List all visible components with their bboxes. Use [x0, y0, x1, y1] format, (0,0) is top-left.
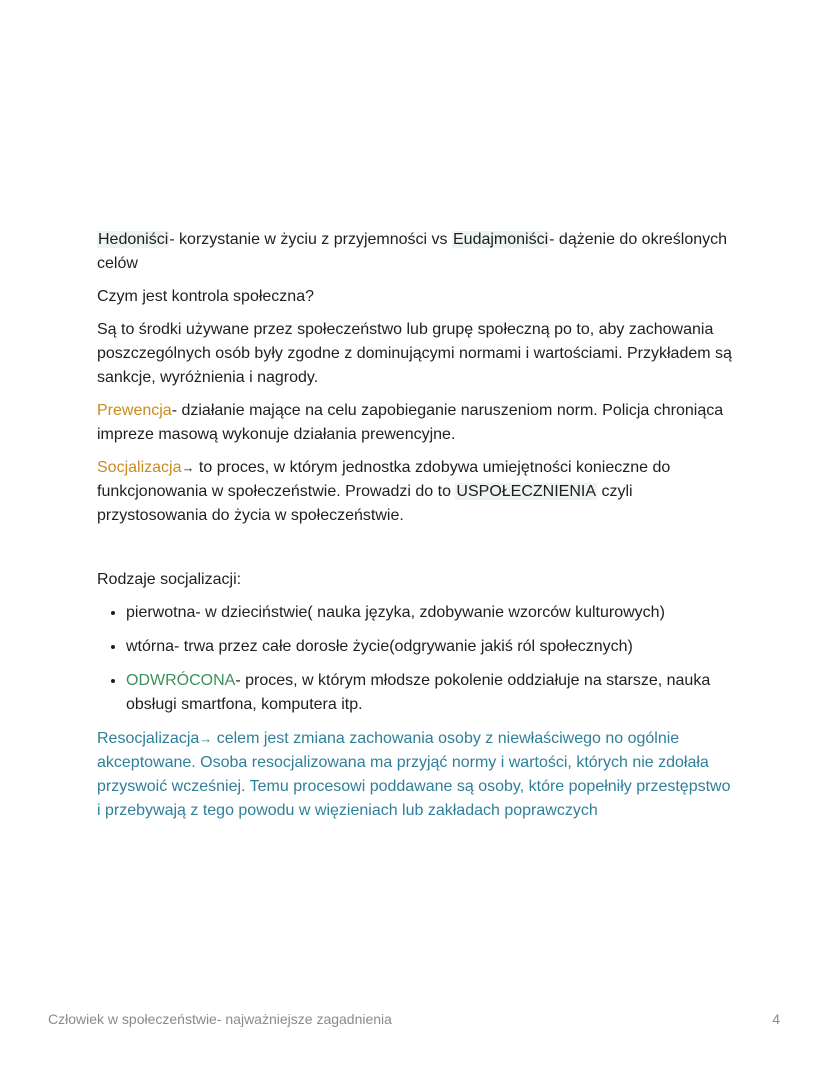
page-number: 4 [772, 1011, 780, 1027]
arrow-icon: → [181, 460, 195, 475]
term-prewencja: Prewencja [97, 402, 172, 419]
term-odwrocona: ODWRÓCONA [126, 672, 236, 689]
prewencja-text: - działanie mające na celu zapobieganie naruszeniom norm. Policja chroniąca impreze masową wykonuje działania prewencyjne. [97, 402, 724, 443]
term-uspolecznienia: USPOŁECZNIENIA [456, 483, 597, 500]
paragraph-hedonisci [97, 228, 737, 276]
list-item-pierwotna: • pierwotna- w dzieciństwie( nauka języka, zdobywanie wzorców kulturowych) [126, 601, 737, 625]
socjalizacja-text: to proces, w którym jednostka zdobywa umiejętności konieczne do funkcjonowania w społeczeństwie. Prowadzi do to [97, 459, 671, 500]
question-heading: Czym jest kontrola społeczna? [97, 288, 314, 305]
spacer [97, 537, 737, 568]
footer-title: Człowiek w społeczeństwie- najważniejsze zagadnienia [48, 1011, 392, 1027]
term-eudajmonisci: Eudajmoniści [453, 231, 549, 248]
term-hedonisci: Hedoniści [98, 231, 169, 248]
types-heading: Rodzaje socjalizacji: [97, 571, 242, 588]
arrow-icon: → [199, 731, 213, 746]
socjalizacja-text-end: czyli przystosowania do życia w społeczeństwie. [97, 483, 633, 524]
hedonisci-text: - korzystanie w życiu z przyjemności vs [169, 231, 452, 248]
odwrocona-text: - proces, w którym młodsze pokolenie oddziałuje na starsze, nauka obsługi smartfona, komputera itp. [126, 672, 711, 713]
list-item-odwrocona [126, 669, 737, 717]
paragraph-resocjalizacja [97, 727, 737, 823]
paragraph-socjalizacja [97, 456, 737, 528]
term-resocjalizacja: Resocjalizacja [97, 730, 200, 747]
term-socjalizacja: Socjalizacja [97, 459, 182, 476]
list-item-wtorna: • wtórna- trwa przez całe dorosłe życie(odgrywanie jakiś ról społecznych) [126, 635, 737, 659]
paragraph-prewencja [97, 399, 737, 447]
resocjalizacja-text: celem jest zmiana zachowania osoby z niewłaściwego no ogólnie akceptowane. Osoba resocjalizowana ma przyjąć normy i wartości, których nie zdołała przyswoić wcześniej. Temu procesowi poddawane są osoby, które popełniły przestępstwo i przebywają z tego powodu w więzieniach lub zakładach poprawczych [97, 730, 731, 819]
paragraph-definition: Są to środki używane przez społeczeństwo lub grupę społeczną po to, aby zachowania poszczególnych osób były zgodne z dominującymi normami i wartościami. Przykładem są sankcje, wyróżnienia i nagrody. [97, 321, 732, 386]
socialization-types-list [97, 601, 737, 717]
eudajmonisci-text: - dążenie do określonych celów [97, 231, 728, 272]
document-body [97, 228, 737, 832]
